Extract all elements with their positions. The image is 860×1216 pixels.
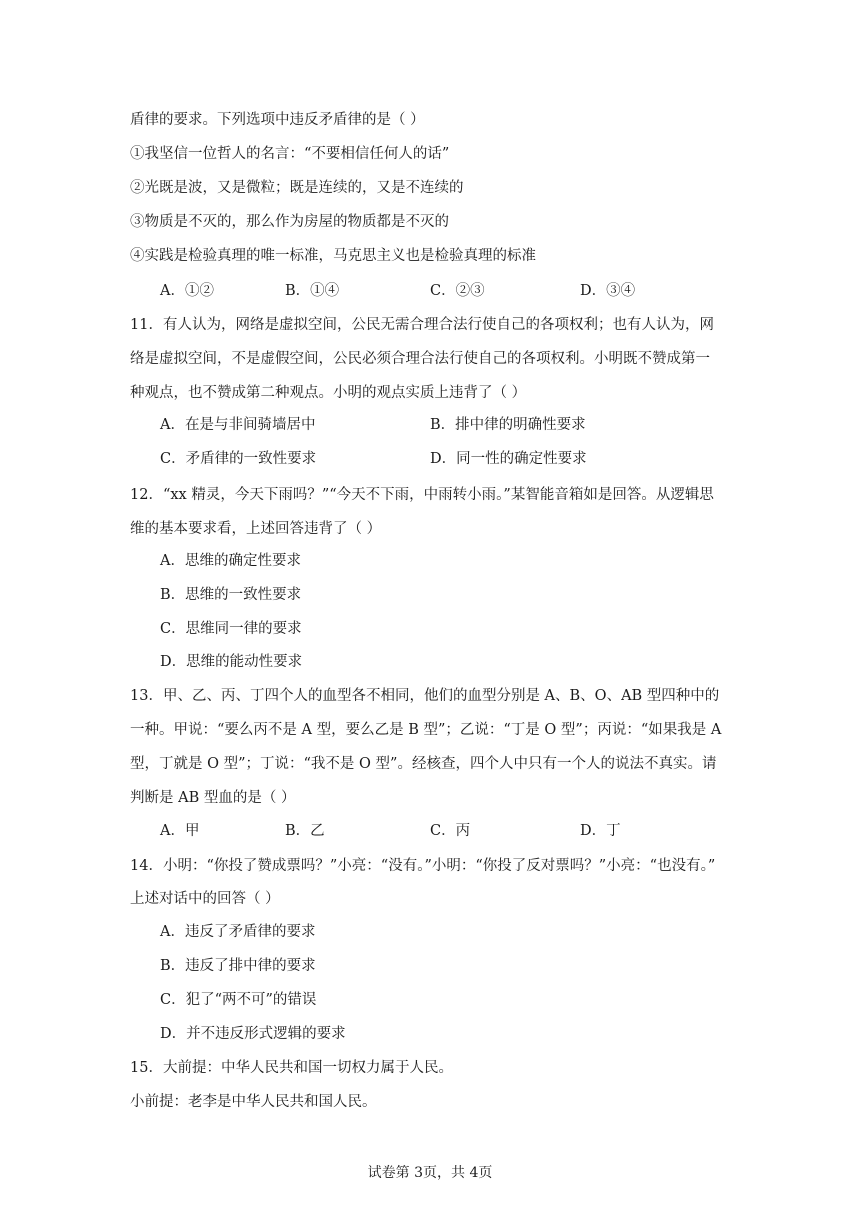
option-a[interactable]: A．甲 [160, 823, 200, 839]
question-11-options-row-2 [160, 449, 720, 469]
question-13-line-3: 型，丁就是 O 型”；丁说：“我不是 O 型”。经核查，四个人中只有一个人的说法不真实。请 [130, 756, 717, 772]
option-d[interactable]: D．丁 [580, 823, 621, 839]
question-11-options-row-1 [160, 415, 720, 435]
question-13-line-4: 判断是 AB 型血的是（ ） [130, 790, 296, 806]
question-10-options [160, 281, 660, 301]
question-10-stem: 盾律的要求。下列选项中违反矛盾律的是（ ） [130, 112, 425, 128]
question-11-line-3: 种观点，也不赞成第二种观点。小明的观点实质上违背了（ ） [130, 385, 527, 401]
option-a[interactable]: A．①② [160, 283, 214, 299]
option-a[interactable]: A．违反了矛盾律的要求 [160, 924, 316, 940]
option-a[interactable]: A．思维的确定性要求 [160, 553, 301, 569]
statement-3: ③物质是不灭的，那么作为房屋的物质都是不灭的 [130, 214, 449, 230]
question-12-line-2: 维的基本要求看，上述回答违背了（ ） [130, 521, 382, 537]
question-13-line-2: 一种。甲说：“要么丙不是 A 型，要么乙是 B 型”；乙说：“丁是 O 型”；丙说：“如果我是 A [130, 722, 722, 738]
question-13-line-1: 13．甲、乙、丙、丁四个人的血型各不相同，他们的血型分别是 A、B、O、AB 型四种中的 [130, 688, 720, 704]
option-b[interactable]: B．①④ [285, 283, 340, 299]
option-d[interactable]: D．并不违反形式逻辑的要求 [160, 1026, 346, 1042]
option-d[interactable]: D．③④ [580, 283, 636, 299]
option-b[interactable]: B．思维的一致性要求 [160, 587, 302, 603]
question-14-line-2: 上述对话中的回答（ ） [130, 891, 280, 907]
option-c[interactable]: C．思维同一律的要求 [160, 621, 302, 637]
option-b[interactable]: B．排中律的明确性要求 [430, 417, 586, 433]
option-c[interactable]: C．矛盾律的一致性要求 [160, 451, 317, 467]
page-footer: 试卷第 3页，共 4页 [367, 1165, 493, 1181]
option-c[interactable]: C．丙 [430, 823, 471, 839]
question-14-line-1: 14．小明：“你投了赞成票吗？”小亮：“没有。”小明：“你投了反对票吗？”小亮：“也没有。” [130, 858, 716, 874]
question-15-major-premise: 15．大前提：中华人民共和国一切权力属于人民。 [130, 1060, 453, 1076]
statement-2: ②光既是波，又是微粒；既是连续的，又是不连续的 [130, 180, 464, 196]
statement-1: ①我坚信一位哲人的名言：“不要相信任何人的话” [130, 146, 450, 162]
option-c[interactable]: C．犯了“两不可”的错误 [160, 992, 317, 1008]
option-a[interactable]: A．在是与非间骑墙居中 [160, 417, 316, 433]
option-d[interactable]: D．同一性的确定性要求 [430, 451, 587, 467]
question-12-line-1: 12．“xx 精灵，今天下雨吗？”“今天不下雨，中雨转小雨。”某智能音箱如是回答。从逻辑思 [130, 487, 714, 503]
option-b[interactable]: B．乙 [285, 823, 325, 839]
question-11-line-2: 络是虚拟空间，不是虚假空间，公民必须合理合法行使自己的各项权利。小明既不赞成第一 [130, 351, 710, 367]
option-b[interactable]: B．违反了排中律的要求 [160, 958, 316, 974]
option-d[interactable]: D．思维的能动性要求 [160, 654, 303, 670]
question-15-minor-premise: 小前提：老李是中华人民共和国人民。 [130, 1094, 377, 1110]
statement-4: ④实践是检验真理的唯一标准，马克思主义也是检验真理的标准 [130, 248, 536, 264]
question-13-options [160, 821, 660, 841]
question-11-line-1: 11．有人认为，网络是虚拟空间，公民无需合理合法行使自己的各项权利；也有人认为，网 [130, 317, 714, 333]
option-c[interactable]: C．②③ [430, 283, 485, 299]
